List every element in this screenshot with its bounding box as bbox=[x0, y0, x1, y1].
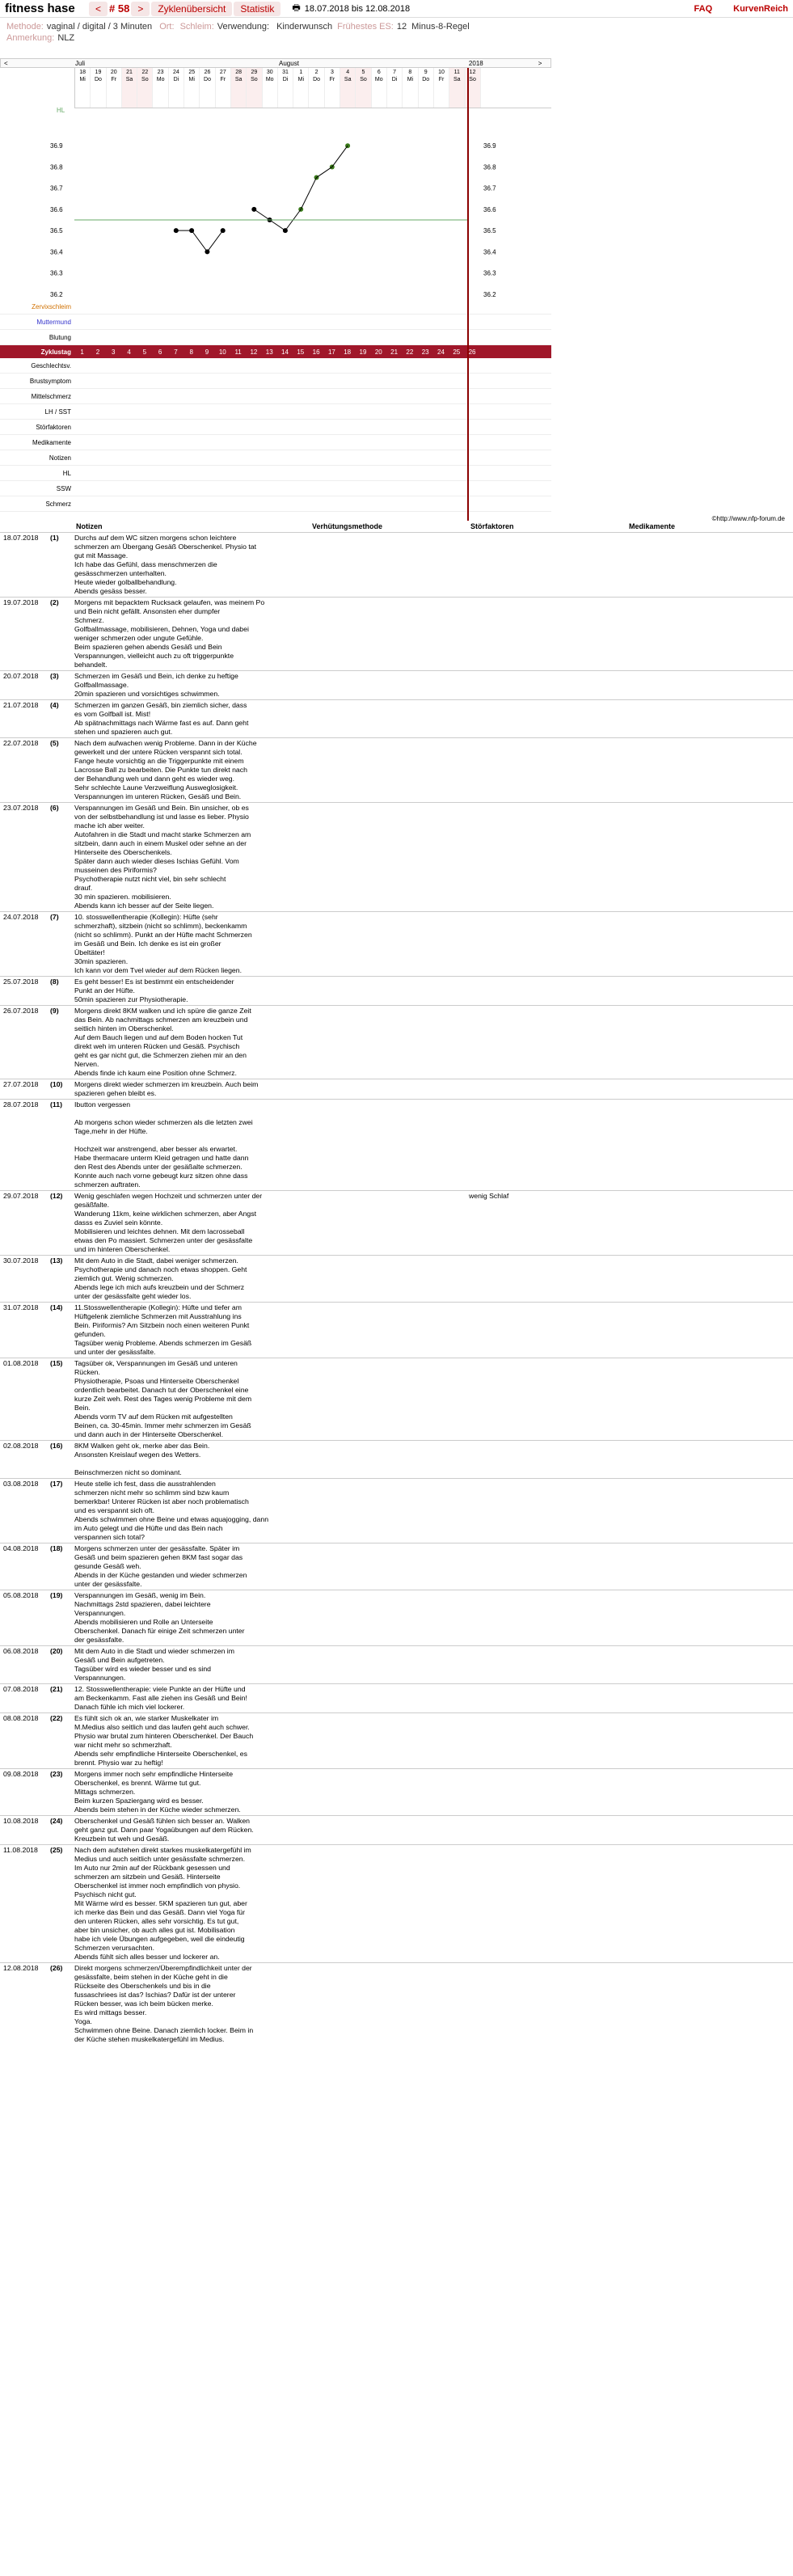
note-stoerfaktor bbox=[469, 1480, 627, 1542]
note-row bbox=[0, 1190, 793, 1255]
year-label: 2018 bbox=[468, 59, 483, 67]
note-nr: (17) bbox=[50, 1480, 63, 1488]
note-date: 12.08.2018 bbox=[3, 1964, 39, 1972]
cycle-day: 11 bbox=[234, 348, 242, 356]
note-stoerfaktor bbox=[469, 739, 627, 801]
note-row bbox=[0, 802, 793, 911]
note-nr: (9) bbox=[50, 1007, 59, 1015]
note-stoerfaktor bbox=[469, 1964, 627, 2044]
day-col: 2 Do bbox=[309, 68, 324, 108]
note-date: 11.08.2018 bbox=[3, 1846, 38, 1854]
note-text: Es fühlt sich ok an, wie starker Muskelkater im M.Medius also seitlich und das laufen geht auch schwer. Physio war brutal zum hinteren Oberschenkel. Der Bauch war nicht mehr so schmerzhaft. Abends sehr empfindliche Hinterseite Oberschenkel, es brennt. Physio war zu heftig! bbox=[74, 1714, 254, 1767]
cycle-day: 12 bbox=[250, 348, 258, 356]
cycle-day: 13 bbox=[265, 348, 273, 356]
note-date: 31.07.2018 bbox=[3, 1303, 39, 1311]
row-stoerfaktoren: Störfaktoren bbox=[0, 420, 551, 435]
note-nr: (15) bbox=[50, 1359, 63, 1367]
y-tick-label: 36.7 bbox=[50, 184, 63, 192]
notes-header: Notizen Verhütungsmethode Störfaktoren Medikamente bbox=[76, 522, 676, 530]
prev-cycle-button[interactable]: < bbox=[89, 2, 108, 16]
y-tick-label: 36.3 bbox=[483, 269, 496, 277]
note-date: 24.07.2018 bbox=[3, 913, 39, 921]
day-col: 6 Mo bbox=[372, 68, 387, 108]
note-nr: (5) bbox=[50, 739, 59, 747]
row-mittelschmerz: Mittelschmerz bbox=[0, 389, 551, 404]
day-col: 1 Mi bbox=[293, 68, 309, 108]
note-row bbox=[0, 1543, 793, 1590]
day-col: 21 Sa bbox=[122, 68, 137, 108]
cycle-day: 18 bbox=[344, 348, 352, 356]
note-text: Mit dem Auto in die Stadt und wieder schmerzen im Gesäß und Bein aufgetreten. Tagsüber wird es wieder besser und es sind Verspannungen. bbox=[74, 1647, 234, 1682]
note-date: 06.08.2018 bbox=[3, 1647, 39, 1655]
note-text: Nach dem aufstehen direkt starkes muskelkatergefühl im Medius und auch seitlich unter gesässfalte schmerzen. Im Auto nur 2min auf der Rückbank gesessen und schmerzen am sitzbein und Gesäß. Hinterseite Oberschenkel ist immer noch empfindlich von physio. Psychisch nicht gut. Mit Wärme wird es besser. 5KM spazieren tun gut, aber ich merke das Bein und das Gesäß. Dann viel Yoga für den unteren Rücken, alles sehr vorsichtig. Es tut gut, aber bin unsicher, ob auch alles gut ist. Mobilisation habe ich viele Übungen aufgegeben, weil die eindeutig Schmerzen verursachten. Abends fühlt sich alles besser und lockerer an. bbox=[74, 1846, 251, 1961]
note-nr: (22) bbox=[50, 1714, 63, 1722]
note-row bbox=[0, 1005, 793, 1079]
note-stoerfaktor bbox=[469, 1817, 627, 1843]
cycle-day: 1 bbox=[80, 348, 84, 356]
note-text: Schmerzen im Gesäß und Bein, ich denke zu heftige Golfballmassage. 20min spazieren und vorsichtiges schwimmen. bbox=[74, 672, 238, 698]
note-row bbox=[0, 1645, 793, 1683]
row-geschlechtsv: Geschlechtsv. bbox=[0, 358, 551, 374]
note-row bbox=[0, 1590, 793, 1645]
y-tick-label: 36.5 bbox=[483, 227, 496, 235]
note-text: Tagsüber ok, Verspannungen im Gesäß und unteren Rücken. Physiotherapie, Psoas und Hinterseite Oberschenkel ordentlich bearbeitet. Danach tut der Oberschenkel eine kurze Zeit weh. Rest des Tages wenig Probleme mit dem Bein. Abends vorm TV auf dem Rücken mit aufgestellten Beinen, ca. 30-45min. Immer mehr schmerzen im Gesäß und dann auch in der Hinterseite Oberschenkel. bbox=[74, 1359, 252, 1438]
note-date: 03.08.2018 bbox=[3, 1480, 39, 1488]
note-text: 11.Stosswellentherapie (Kollegin): Hüfte und tiefer am Hüftgelenk ziemliche Schmerzen mit Ausstrahlung ins Bein. Piriformis? Am Sitzbein noch einen weiteren Punkt gefunden. Tagsüber wenig Probleme. Abends schmerzen im Gesäß und unter der gesässfalte. bbox=[74, 1303, 252, 1356]
note-stoerfaktor bbox=[469, 1359, 627, 1439]
note-text: Oberschenkel und Gesäß fühlen sich besser an. Walken geht ganz gut. Dann paar Yogaübungen auf dem Rücken. Kreuzbein tut weh und Gesäß. bbox=[74, 1817, 254, 1843]
note-row bbox=[0, 1478, 793, 1543]
note-text: Durchs auf dem WC sitzen morgens schon leichtere schmerzen am Übergang Gesäß Oberschenkel. Physio tat gut mit Massage. Ich habe das Gefühl, dass menschmerzen die gesässchmerzen unterhalten. Heute wieder golballbehandlung. Abends gesäss besser. bbox=[74, 534, 257, 595]
note-date: 09.08.2018 bbox=[3, 1770, 39, 1778]
y-tick-label: 36.7 bbox=[483, 184, 496, 192]
note-row bbox=[0, 1255, 793, 1302]
day-col: 18 Mi bbox=[75, 68, 91, 108]
row-hl: HL bbox=[0, 466, 551, 481]
day-col: 23 Mo bbox=[153, 68, 168, 108]
tab-zyklenuebersicht[interactable]: Zyklenübersicht bbox=[151, 2, 232, 16]
note-row bbox=[0, 699, 793, 737]
note-text: Morgens direkt 8KM walken und ich spüre die ganze Zeit das Bein. Ab nachmittags schmerzen am kreuzbein und seitlich hinten im Oberschenkel. Auf dem Bauch liegen und auf dem Boden hocken Tut direkt weh im unteren Rücken und Gesäß. Psychisch geht es gar nicht gut, die Schmerzen ziehen mir an den Nerven. Abends finde ich kaum eine Position ohne Schmerz. bbox=[74, 1007, 251, 1077]
note-row bbox=[0, 1099, 793, 1190]
note-text: Wenig geschlafen wegen Hochzeit und schmerzen unter der gesäßfalte. Wanderung 11km, keine wirklichen schmerzen, aber Angst dasss es Zuviel sein könnte. Mobilisieren und leichtes dehnen. Mit dem lacrosseball etwas den Po massiert. Schmerzen unter der gesässfalte und im hinteren Oberschenkel. bbox=[74, 1192, 263, 1253]
note-nr: (1) bbox=[50, 534, 59, 542]
note-stoerfaktor bbox=[469, 1080, 627, 1098]
note-nr: (11) bbox=[50, 1100, 62, 1109]
note-row bbox=[0, 911, 793, 976]
note-text: Heute stelle ich fest, dass die ausstrahlenden schmerzen nicht mehr so schlimm sind bzw kaum bemerkbar! Unterer Rücken ist aber noch problematisch und es verspannt sich oft. Abends schwimmen ohne Beine und etwas aquajogging, dann im Auto gelegt und die Hüfte und das Bein nach verspannen sich total? bbox=[74, 1480, 269, 1541]
cycle-end-line bbox=[467, 68, 469, 521]
day-col: 20 Fr bbox=[107, 68, 122, 108]
note-stoerfaktor bbox=[469, 701, 627, 737]
temp-line bbox=[254, 209, 269, 220]
note-date: 04.08.2018 bbox=[3, 1544, 39, 1552]
note-stoerfaktor bbox=[469, 1007, 627, 1078]
day-col: 31 Di bbox=[278, 68, 293, 108]
note-date: 19.07.2018 bbox=[3, 598, 39, 606]
cycle-meta: Methode: vaginal / digital / 3 Minuten Ort: Schleim: Verwendung: Kinderwunsch Frühestes ES: 12 Minus-8-Regel Anmerkung: NLZ bbox=[6, 22, 470, 43]
note-stoerfaktor bbox=[469, 804, 627, 910]
day-col: 5 So bbox=[356, 68, 371, 108]
note-row bbox=[0, 1683, 793, 1712]
note-text: Mit dem Auto in die Stadt, dabei weniger schmerzen. Psychotherapie und danach noch etwas shoppen. Geht ziemlich gut. Wenig schmerzen. Abends lege ich mich aufs kreuzbein und der Schmerz unter der gesässfalte geht wieder los. bbox=[74, 1256, 247, 1300]
day-col: 8 Mi bbox=[403, 68, 418, 108]
note-nr: (25) bbox=[50, 1846, 63, 1854]
note-date: 07.08.2018 bbox=[3, 1685, 39, 1693]
note-row bbox=[0, 1440, 793, 1478]
cycle-day: 17 bbox=[327, 348, 335, 356]
note-text: Verspannungen im Gesäß, wenig im Bein. Nachmittags 2std spazieren, dabei leichtere Verspannungen. Abends mobilisieren und Rolle an Unterseite Oberschenkel. Danach für einige Zeit schmerzen unter der gesässfalte. bbox=[74, 1591, 245, 1644]
note-nr: (18) bbox=[50, 1544, 63, 1552]
note-stoerfaktor bbox=[469, 1303, 627, 1357]
cycle-day: 3 bbox=[112, 348, 116, 356]
note-stoerfaktor bbox=[469, 534, 627, 596]
cycle-day: 2 bbox=[95, 348, 100, 356]
note-stoerfaktor bbox=[469, 672, 627, 699]
day-col: 4 Sa bbox=[340, 68, 356, 108]
day-col: 9 Do bbox=[419, 68, 434, 108]
y-tick-label: 36.6 bbox=[50, 205, 63, 213]
cycle-day: 6 bbox=[158, 348, 162, 356]
y-tick-label: 36.2 bbox=[483, 290, 496, 298]
row-ssw: SSW bbox=[0, 481, 551, 496]
note-text: Schmerzen im ganzen Gesäß, bin ziemlich sicher, dass es vom Golfball ist. Mist! Ab spätnachmittags nach Wärme fast es auf. Dann geht stehen und spazieren auch gut. bbox=[74, 701, 249, 736]
note-stoerfaktor bbox=[469, 1647, 627, 1683]
note-date: 18.07.2018 bbox=[3, 534, 39, 542]
day-col: 29 So bbox=[247, 68, 262, 108]
note-row bbox=[0, 1079, 793, 1099]
note-date: 01.08.2018 bbox=[3, 1359, 39, 1367]
note-text: 8KM Walken geht ok, merke aber das Bein. Ansonsten Kreislauf wegen des Wetters. Beinschmerzen nicht so dominant. bbox=[74, 1442, 210, 1476]
cycle-day: 10 bbox=[218, 348, 226, 356]
chart-prev[interactable]: < bbox=[4, 59, 8, 67]
y-tick-label: 36.6 bbox=[483, 205, 496, 213]
note-text: Es geht besser! Es ist bestimmt ein entscheidender Punkt an der Hüfte. 50min spazieren zur Physiotherapie. bbox=[74, 978, 234, 1003]
day-col: 25 Mi bbox=[184, 68, 200, 108]
day-col: 24 Di bbox=[169, 68, 184, 108]
cycle-day: 23 bbox=[421, 348, 429, 356]
temp-line bbox=[207, 230, 222, 251]
cycle-number: # 58 bbox=[109, 2, 130, 15]
row-lh: LH / SST bbox=[0, 404, 551, 420]
day-col: 26 Do bbox=[200, 68, 215, 108]
row-blutung: Blutung bbox=[0, 330, 551, 345]
note-nr: (26) bbox=[50, 1964, 63, 1972]
row-schmerz: Schmerz bbox=[0, 496, 551, 512]
note-nr: (12) bbox=[50, 1192, 63, 1200]
note-text: 10. stosswellentherapie (Kollegin): Hüfte (sehr schmerzhaft), sitzbein (nicht so schlimm), beckenkamm (nicht so schlimm). Punkt an der Hüfte macht Schmerzen im Gesäß und Bein. Ich denke es ist ein großer Übeltäter! 30min spazieren. Ich kann vor dem Tvel wieder auf dem Rücken liegen. bbox=[74, 913, 252, 974]
note-date: 25.07.2018 bbox=[3, 978, 39, 986]
note-nr: (24) bbox=[50, 1817, 63, 1825]
note-text: Nach dem aufwachen wenig Probleme. Dann in der Küche gewerkelt und der untere Rücken verspannt sich total. Fange heute vorsichtig an die Triggerpunkte mit einem Lacrosse Ball zu bearbeiten. Die Punkte tun direkt nach der Behandlung weh und dann geht es wieder weg. Sehr schlechte Laune Verzweiflung Ausweglosigkeit. Verspannungen im unteren Rücken, Gesäß und Bein. bbox=[74, 739, 257, 800]
day-col: 10 Fr bbox=[434, 68, 449, 108]
note-nr: (8) bbox=[50, 978, 59, 986]
cycle-day: 21 bbox=[390, 348, 399, 356]
note-row bbox=[0, 1768, 793, 1815]
note-text: Direkt morgens schmerzen/Überempfindlichkeit unter der gesässfalte, beim stehen in der Küche geht in die Rückseite des Oberschenkels und bis in die fussaschriees ist das? Ischias? Dafür ist der unterer Rücken besser, was ich beim bücken merke. Es wird mittags besser. Yoga. Schwimmen ohne Beine. Danach ziemlich locker. Beim in der Küche stehen muskelkatergefühl im Medius. bbox=[74, 1964, 254, 2043]
tab-statistik[interactable]: Statistik bbox=[234, 2, 281, 16]
note-date: 29.07.2018 bbox=[3, 1192, 39, 1200]
day-col: 19 Do bbox=[91, 68, 106, 108]
cycle-day: 14 bbox=[281, 348, 289, 356]
cycle-day: 9 bbox=[205, 348, 209, 356]
note-date: 21.07.2018 bbox=[3, 701, 39, 709]
cycle-day: 26 bbox=[468, 348, 476, 356]
note-row bbox=[0, 670, 793, 699]
y-tick-label: 36.9 bbox=[50, 142, 63, 150]
temperature-chart bbox=[0, 58, 551, 512]
note-date: 26.07.2018 bbox=[3, 1007, 39, 1015]
y-tick-label: 36.2 bbox=[50, 290, 63, 298]
cycle-day: 25 bbox=[453, 348, 461, 356]
y-tick-label: 36.9 bbox=[483, 142, 496, 150]
print-icon[interactable]: 🖶 bbox=[292, 3, 301, 13]
y-tick-label: 36.4 bbox=[50, 248, 63, 256]
day-col: 11 Sa bbox=[449, 68, 465, 108]
note-nr: (4) bbox=[50, 701, 59, 709]
note-stoerfaktor bbox=[469, 1100, 627, 1189]
note-nr: (21) bbox=[50, 1685, 63, 1693]
day-col: 22 So bbox=[137, 68, 153, 108]
note-row bbox=[0, 737, 793, 802]
note-nr: (23) bbox=[50, 1770, 63, 1778]
note-nr: (14) bbox=[50, 1303, 63, 1311]
note-text: Verspannungen im Gesäß und Bein. Bin unsicher, ob es von der selbstbehandlung ist und lasse es lieber. Physio mache ich aber weiter. Autofahren in die Stadt und macht starke Schmerzen am sitzbein, dann auch in einem Muskel oder sehne an der Hinterseite des Oberschenkels. Später dann auch wieder dieses Ischias Gefühl. Vom musseinen des Piriformis? Psychotherapie nutzt nicht viel, bin sehr schlecht drauf. 30 min spazieren. mobilisieren. Abends kann ich besser auf der Seite liegen. bbox=[74, 804, 251, 910]
note-row bbox=[0, 1844, 793, 1962]
note-stoerfaktor bbox=[469, 1256, 627, 1301]
y-tick-label: 36.8 bbox=[50, 163, 63, 171]
note-stoerfaktor bbox=[469, 1591, 627, 1645]
next-cycle-button[interactable]: > bbox=[131, 2, 150, 16]
temp-line bbox=[192, 230, 207, 251]
y-tick-label: 36.4 bbox=[483, 248, 496, 256]
note-row bbox=[0, 1962, 793, 2045]
temp-line bbox=[270, 220, 285, 230]
note-row bbox=[0, 597, 793, 670]
note-nr: (6) bbox=[50, 804, 59, 812]
row-muttermund: Muttermund bbox=[0, 315, 551, 330]
note-date: 20.07.2018 bbox=[3, 672, 39, 680]
day-col: 3 Fr bbox=[325, 68, 340, 108]
top-bar bbox=[0, 0, 793, 18]
note-stoerfaktor bbox=[469, 1544, 627, 1589]
note-text: Morgens mit bepacktem Rucksack gelaufen, was meinem Po und Bein nicht gefällt. Ansonsten eher dumpfer Schmerz. Golfballmassage, mobilisieren, Dehnen, Yoga und dabei weniger schmerzen oder ungute Gefühle. Beim spazieren gehen abends Gesäß und Bein Verspannungen, vielleicht auch zu oft triggerpunkte behandelt. bbox=[74, 598, 265, 669]
day-col: 28 Sa bbox=[231, 68, 247, 108]
note-nr: (7) bbox=[50, 913, 59, 921]
y-tick-label: 36.5 bbox=[50, 227, 63, 235]
note-stoerfaktor: wenig Schlaf bbox=[469, 1192, 509, 1200]
day-col: 12 So bbox=[465, 68, 480, 108]
method-value: vaginal / digital / 3 Minuten bbox=[46, 22, 153, 32]
note-date: 10.08.2018 bbox=[3, 1817, 39, 1825]
day-col: 30 Mo bbox=[263, 68, 278, 108]
day-col: 7 Di bbox=[387, 68, 403, 108]
chart-next[interactable]: > bbox=[538, 59, 542, 67]
note-stoerfaktor bbox=[469, 1770, 627, 1814]
cycle-day: 20 bbox=[374, 348, 382, 356]
day-col: 27 Fr bbox=[216, 68, 231, 108]
app-logo[interactable]: fitness hase bbox=[5, 2, 75, 15]
note-nr: (13) bbox=[50, 1256, 63, 1265]
note-text: Morgens schmerzen unter der gesässfalte. Später im Gesäß und beim spazieren gehen 8KM fast sogar das gesunde Gesäß weh. Abends in der Küche gestanden und wieder schmerzen unter der gesässfalte. bbox=[74, 1544, 247, 1588]
note-date: 28.07.2018 bbox=[3, 1100, 39, 1109]
note-date: 22.07.2018 bbox=[3, 739, 39, 747]
note-stoerfaktor bbox=[469, 913, 627, 975]
note-date: 08.08.2018 bbox=[3, 1714, 39, 1722]
note-row bbox=[0, 976, 793, 1005]
hl-label: HL bbox=[57, 107, 65, 114]
note-date: 05.08.2018 bbox=[3, 1591, 39, 1599]
note-text: 12. Stosswellentherapie: viele Punkte an der Hüfte und am Beckenkamm. Fast alle ziehen ins Gesäß und Bein! Danach fühle ich mich viel lockerer. bbox=[74, 1685, 247, 1711]
temp-line bbox=[317, 167, 332, 177]
notes-table bbox=[0, 515, 793, 2045]
cycle-day: 7 bbox=[174, 348, 178, 356]
note-nr: (2) bbox=[50, 598, 59, 606]
row-zervixschleim: Zervixschleim bbox=[0, 299, 551, 315]
note-row bbox=[0, 1815, 793, 1844]
note-date: 27.07.2018 bbox=[3, 1080, 39, 1088]
note-text: Ibutton vergessen Ab morgens schon wieder schmerzen als die letzten zwei Tage,mehr in der Hüfte. Hochzeit war anstrengend, aber besser als erwartet. Habe thermacare unterm Kleid getragen und hatte dann den Rest des Abends unter der gesäßalte schmerzen. Konnte auch nach vorne gebeugt kurz sitzen ohne dass schmerzen auftraten. bbox=[74, 1100, 253, 1189]
note-row bbox=[0, 532, 793, 597]
note-text: Morgens immer noch sehr empfindliche Hinterseite Oberschenkel, es brennt. Wärme tut gut. Mittags schmerzen. Beim kurzen Spaziergang wird es besser. Abends beim stehen in der Küche wieder schmerzen. bbox=[74, 1770, 241, 1814]
note-stoerfaktor bbox=[469, 978, 627, 1004]
note-date: 02.08.2018 bbox=[3, 1442, 39, 1450]
month-august: August bbox=[279, 59, 299, 67]
note-row bbox=[0, 1358, 793, 1440]
month-july: Juli bbox=[75, 59, 86, 67]
note-nr: (19) bbox=[50, 1591, 63, 1599]
row-medikamente: Medikamente bbox=[0, 435, 551, 450]
note-nr: (16) bbox=[50, 1442, 63, 1450]
cycle-day: 24 bbox=[437, 348, 445, 356]
cycle-day: 8 bbox=[189, 348, 193, 356]
day-header-row bbox=[74, 68, 551, 108]
temp-line bbox=[332, 146, 348, 167]
note-row bbox=[0, 1712, 793, 1768]
faq-link[interactable]: FAQ bbox=[694, 3, 713, 14]
note-stoerfaktor bbox=[469, 1442, 627, 1477]
note-nr: (20) bbox=[50, 1647, 63, 1655]
cycle-nav bbox=[89, 2, 281, 16]
y-tick-label: 36.3 bbox=[50, 269, 63, 277]
cycle-day: 15 bbox=[297, 348, 305, 356]
note-stoerfaktor bbox=[469, 1714, 627, 1767]
note-stoerfaktor bbox=[469, 1846, 627, 1962]
cycle-day: 22 bbox=[406, 348, 414, 356]
note-text: Morgens direkt wieder schmerzen im kreuzbein. Auch beim spazieren gehen bleibt es. bbox=[74, 1080, 259, 1097]
row-notizen: Notizen bbox=[0, 450, 551, 466]
forum-link[interactable]: ©http://www.nfp-forum.de bbox=[711, 515, 785, 522]
note-stoerfaktor bbox=[469, 598, 627, 669]
cycle-day: 4 bbox=[127, 348, 131, 356]
y-tick-label: 36.8 bbox=[483, 163, 496, 171]
note-nr: (10) bbox=[50, 1080, 63, 1088]
cycle-day: 16 bbox=[312, 348, 320, 356]
zyklustag-row: Zyklustag 1 2 3 4 5 6 7 8 9 10 11 12 13 14 15 16 17 18 19 20 21 22 23 24 25 26 bbox=[0, 345, 551, 358]
note-row bbox=[0, 1302, 793, 1358]
row-brustsymptom: Brustsymptom bbox=[0, 374, 551, 389]
cycle-day: 5 bbox=[142, 348, 147, 356]
note-stoerfaktor bbox=[469, 1685, 627, 1712]
note-nr: (3) bbox=[50, 672, 59, 680]
temp-line bbox=[301, 178, 316, 209]
cycle-day: 19 bbox=[359, 348, 367, 356]
note-date: 23.07.2018 bbox=[3, 804, 39, 812]
kurvenreich-link[interactable]: KurvenReich bbox=[733, 3, 788, 14]
note-date: 30.07.2018 bbox=[3, 1256, 39, 1265]
date-range: 18.07.2018 bis 12.08.2018 bbox=[304, 3, 411, 14]
